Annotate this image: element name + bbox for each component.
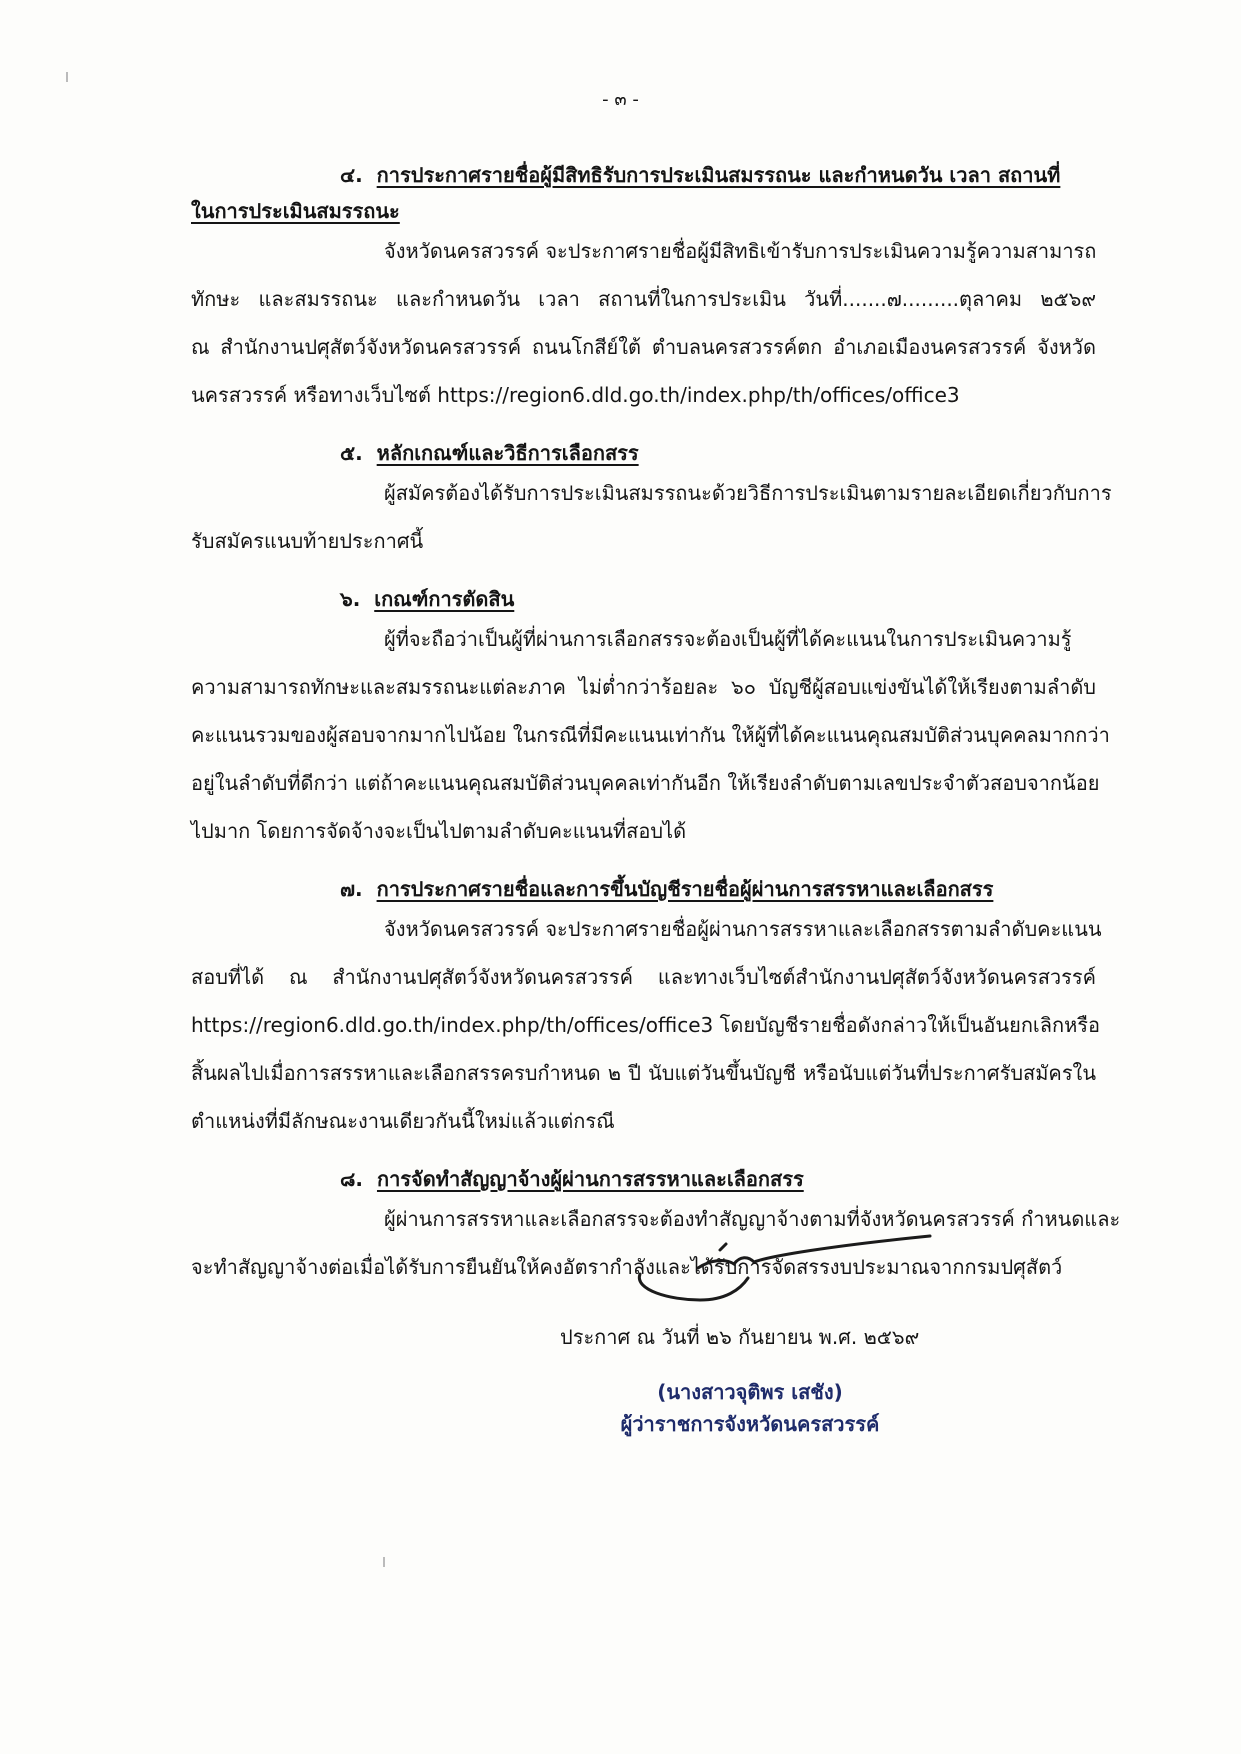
section-8-number: ๘. [340, 1167, 364, 1191]
signatory-name: (นางสาวจุติพร เสชัง) [657, 1380, 843, 1404]
signatory-position: ผู้ว่าราชการจังหวัดนครสวรรค์ [620, 1412, 880, 1436]
signature-image [630, 1230, 940, 1320]
section-6-body-line: อยู่ในลำดับที่ดีกว่า แต่ถ้าคะแนนคุณสมบัติส่วนบุคคลเท่ากันอีก ให้เรียงลำดับตามเลขประจำตัวสอบจากน้อย [191, 771, 1100, 795]
section-5-number: ๕. [340, 441, 363, 465]
section-6-heading [340, 584, 1096, 614]
scan-speck [66, 72, 68, 82]
section-8-body-line: จะทำสัญญาจ้างต่อเมื่อได้รับการยืนยันให้คงอัตรากำลังและได้รับการจัดสรรงบประมาณจากกรมปศุสัตว์ [191, 1255, 1063, 1279]
section-4-body-line: จังหวัดนครสวรรค์ จะประกาศรายชื่อผู้มีสิทธิเข้ารับการประเมินความรู้ความสามารถ [384, 239, 1097, 263]
section-4-title-part1: การประกาศรายชื่อผู้มีสิทธิรับการประเมินสมรรถนะ และกำหนดวัน เวลา สถานที่ [376, 163, 1061, 187]
section-5-body-line: รับสมัครแนบท้ายประกาศนี้ [191, 529, 424, 553]
signature-block [560, 1376, 940, 1440]
section-6-body-line: ผู้ที่จะถือว่าเป็นผู้ที่ผ่านการเลือกสรรจะต้องเป็นผู้ที่ได้คะแนนในการประเมินความรู้ [384, 627, 1072, 651]
section-4-heading-line1 [340, 160, 1096, 190]
section-8-body-line: ผู้ผ่านการสรรหาและเลือกสรรจะต้องทำสัญญาจ้างตามที่จังหวัดนครสวรรค์ กำหนดและ [384, 1207, 1121, 1231]
section-6-number: ๖. [340, 587, 361, 611]
scan-speck [383, 1557, 385, 1567]
section-6-body-line: ความสามารถทักษะและสมรรถนะแต่ละภาค ไม่ต่ำกว่าร้อยละ ๖๐ บัญชีผู้สอบแข่งขันได้ให้เรียงตามลำดับ [191, 675, 1096, 699]
section-7-body-line: สอบที่ได้ ณ สำนักงานปศุสัตว์จังหวัดนครสวรรค์ และทางเว็บไซต์สำนักงานปศุสัตว์จังหวัดนครสวรรค์ [191, 965, 1096, 989]
section-4-title-part2: ในการประเมินสมรรถนะ [191, 199, 400, 223]
section-7-body-line: สิ้นผลไปเมื่อการสรรหาและเลือกสรรครบกำหนด ๒ ปี นับแต่วันขึ้นบัญชี หรือนับแต่วันที่ประกาศรับสมัครใน [191, 1061, 1096, 1085]
section-4-number: ๔. [340, 163, 363, 187]
section-4-body-line: ทักษะ และสมรรถนะ และกำหนดวัน เวลา สถานที่ในการประเมิน วันที่.......๗.........ตุลาคม ๒๕๖๙ [191, 287, 1096, 311]
section-7-heading [340, 874, 1096, 904]
section-5-body-line: ผู้สมัครต้องได้รับการประเมินสมรรถนะด้วยวิธีการประเมินตามรายละเอียดเกี่ยวกับการ [384, 481, 1112, 505]
section-8-title: การจัดทำสัญญาจ้างผู้ผ่านการสรรหาและเลือกสรร [376, 1167, 804, 1191]
section-7-number: ๗. [340, 877, 363, 901]
section-7-title: การประกาศรายชื่อและการขึ้นบัญชีรายชื่อผู้ผ่านการสรรหาและเลือกสรร [376, 877, 994, 901]
page-number: - ๓ - [602, 89, 639, 110]
section-6-body-line: ไปมาก โดยการจัดจ้างจะเป็นไปตามลำดับคะแนนที่สอบได้ [191, 819, 687, 843]
section-5-title: หลักเกณฑ์และวิธีการเลือกสรร [376, 441, 639, 465]
section-6-body-line: คะแนนรวมของผู้สอบจากมากไปน้อย ในกรณีที่มีคะแนนเท่ากัน ให้ผู้ที่ได้คะแนนคุณสมบัติส่วนบุคคลมากกว่า [191, 723, 1110, 747]
section-7-body-line: https://region6.dld.go.th/index.php/th/offices/office3 โดยบัญชีรายชื่อดังกล่าวให้เป็นอันยกเลิกหรือ [191, 1013, 1101, 1037]
section-4-body-line: นครสวรรค์ หรือทางเว็บไซต์ https://region6.dld.go.th/index.php/th/offices/office3 [191, 383, 960, 407]
section-6-title: เกณฑ์การตัดสิน [374, 587, 515, 611]
section-7-body-line: ตำแหน่งที่มีลักษณะงานเดียวกันนี้ใหม่แล้วแต่กรณี [191, 1109, 615, 1133]
section-8-heading [340, 1164, 1096, 1194]
section-7-body-line: จังหวัดนครสวรรค์ จะประกาศรายชื่อผู้ผ่านการสรรหาและเลือกสรรตามลำดับคะแนน [384, 917, 1102, 941]
section-5-heading [340, 438, 1096, 468]
section-4-body-line: ณ สำนักงานปศุสัตว์จังหวัดนครสวรรค์ ถนนโกสีย์ใต้ ตำบลนครสวรรค์ตก อำเภอเมืองนครสวรรค์ จังหวัด [191, 335, 1096, 359]
section-4-heading-line2 [191, 196, 1096, 226]
announcement-date: ประกาศ ณ วันที่ ๒๖ กันยายน พ.ศ. ๒๕๖๙ [560, 1325, 920, 1349]
